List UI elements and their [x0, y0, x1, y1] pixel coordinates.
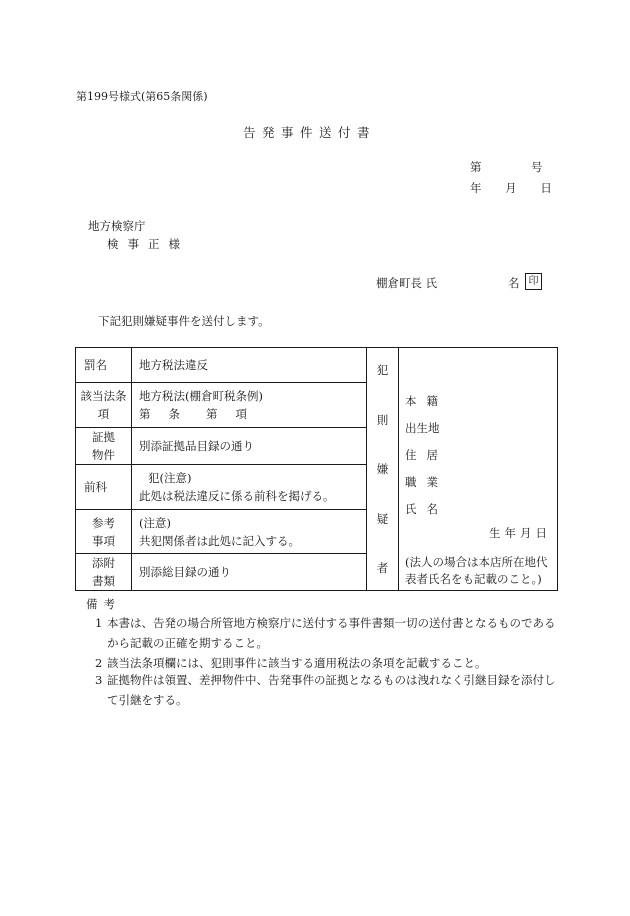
addressee-title: 検事正様 [107, 237, 189, 251]
sender-name-label: 名 [508, 276, 520, 290]
date-day: 日 [540, 181, 552, 195]
value-attachment-text: 別添総目録の通り [139, 565, 231, 579]
article-dai: 第 [139, 407, 151, 421]
date-year: 年 [470, 181, 482, 195]
value-charge-text: 地方税法違反 [139, 358, 208, 372]
field-birthplace: 出生地 [405, 421, 440, 435]
label-evidence [76, 428, 132, 465]
sender-label: 棚倉町長 氏 [376, 276, 438, 290]
value-attachment [132, 554, 367, 591]
form-number: 第199号様式(第65条関係) [76, 90, 208, 103]
suspect-info-cell [399, 348, 558, 591]
remark-text: 証拠物件は領置、差押物件中、告発事件の証拠となるものは洩れなく引継目録を添付して引継をする。 [107, 673, 556, 707]
addressee-organization: 地方検察庁 [88, 219, 146, 233]
value-article-clause [139, 405, 366, 423]
label-reference-line2: 事項 [92, 533, 115, 548]
value-reference-note: (注意) [139, 515, 171, 530]
label-reference-line1: 参考 [92, 515, 115, 530]
value-evidence-text: 別添証拠品目録の通り [139, 439, 254, 453]
value-reference [132, 510, 367, 554]
remark-text: 該当法条項欄には、犯則事件に該当する適用税法の条項を記載すること。 [107, 656, 487, 670]
suspect-char: 犯 [376, 363, 389, 377]
suspect-char: 疑 [376, 511, 389, 526]
value-prior-note: 犯(注意) [148, 471, 192, 485]
date-line [470, 180, 552, 196]
date-month: 月 [505, 181, 517, 195]
label-evidence-line2: 物件 [92, 448, 115, 462]
seal-mark: 印 [525, 273, 542, 290]
value-prior [132, 465, 367, 510]
document-title: 告発事件送付書 [243, 125, 377, 140]
value-reference-text: 共犯関係者は此処に記入する。 [139, 533, 300, 548]
remark-number: 2 [95, 656, 103, 670]
remarks-title: 備考 [86, 597, 121, 611]
label-attachment-line1: 添附 [92, 556, 115, 570]
remark-number: 3 [95, 673, 103, 687]
field-name: 氏名 [405, 502, 448, 516]
article-dai: 第 [206, 407, 218, 421]
number-suffix: 号 [531, 160, 543, 174]
label-prior [76, 465, 132, 510]
label-reference [76, 510, 132, 554]
value-evidence [132, 428, 367, 465]
intro-text: 下記犯則嫌疑事件を送付します。 [98, 314, 270, 328]
suspect-char: 者 [376, 561, 389, 575]
case-table [75, 347, 558, 591]
remark-number: 1 [95, 616, 103, 630]
value-prior-text: 此処は税法違反に係る前科を掲げる。 [139, 489, 335, 503]
field-occupation: 職業 [405, 475, 448, 489]
table-row [76, 348, 558, 383]
suspect-char: 則 [376, 412, 389, 427]
label-article [76, 383, 132, 428]
remark-text: 本書は、告発の場合所管地方検察庁に送付する事件書類一切の送付書となるものであるから記載の正確を期すること。 [107, 616, 556, 650]
number-label: 第 [470, 160, 482, 174]
remark-item [95, 613, 557, 653]
article-jo: 条 [168, 407, 180, 421]
label-charge-text: 罰名 [84, 358, 107, 372]
field-honseki: 本籍 [405, 394, 448, 408]
label-article-line1: 該当法条 [80, 389, 127, 403]
field-residence: 住居 [405, 448, 448, 462]
birth-date-label: 生年月日 [489, 526, 551, 540]
remark-item [95, 670, 557, 710]
value-article-law: 地方税法(棚倉町税条例) [139, 389, 263, 403]
label-article-line2: 項 [97, 407, 110, 421]
value-charge [132, 348, 367, 383]
suspect-label-cell [367, 348, 399, 591]
label-evidence-line1: 証拠 [92, 430, 115, 444]
suspect-char: 嫌 [376, 462, 389, 476]
label-charge [76, 348, 132, 383]
suspect-fields [405, 388, 448, 523]
article-ko: 項 [235, 407, 247, 421]
label-prior-text: 前科 [84, 480, 107, 494]
label-attachment-line2: 書類 [92, 574, 115, 588]
label-attachment [76, 554, 132, 591]
value-article [132, 383, 367, 428]
corporate-note: (法人の場合は本店所在地代表者氏名をも記載のこと。) [405, 555, 548, 586]
